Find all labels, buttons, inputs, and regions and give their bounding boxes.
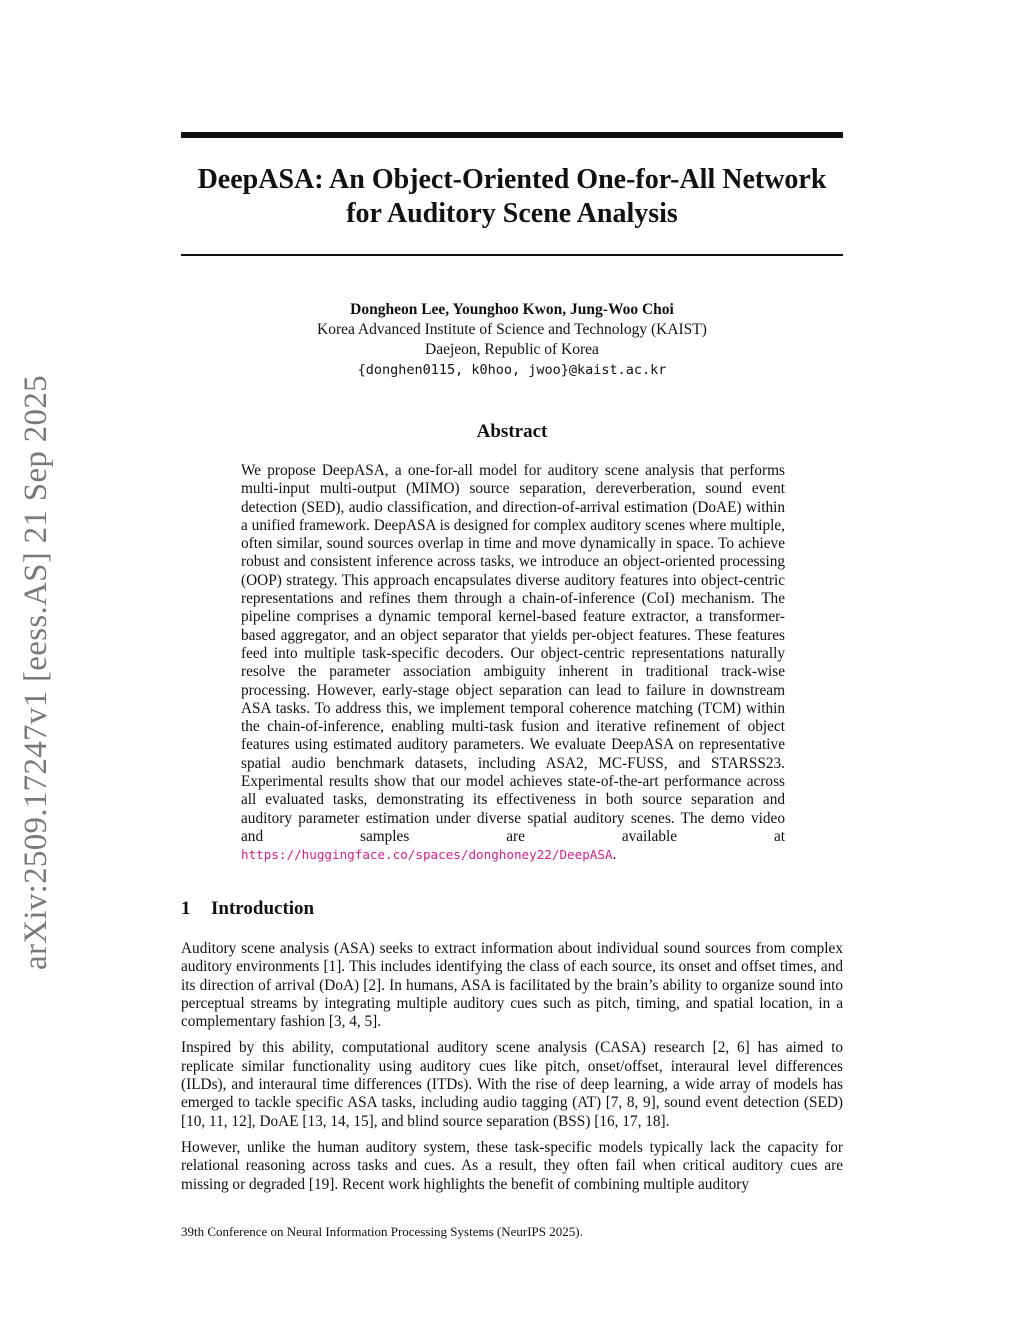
introduction-body <box>181 940 843 1202</box>
abstract-body <box>241 462 785 865</box>
intro-paragraph-1: Auditory scene analysis (ASA) seeks to extract information about individual sound sources from complex auditory environments [1]. This includes identifying the class of each source, its onset and offset times, and its direction of arrival (DoA) [2]. In humans, ASA is facilitated by the brain’s ability to organize sound into perceptual streams by integrating multiple auditory cues such as pitch, timing, and spatial location, in a complementary fashion [3, 4, 5]. <box>181 940 843 1031</box>
paper-title <box>181 163 843 231</box>
intro-paragraph-3: However, unlike the human auditory system, these task-specific models typically lack the capacity for relational reasoning across tasks and cues. As a result, they often fail when critical auditory cues are missing or degraded [19]. Recent work highlights the benefit of combining multiple auditory <box>181 1138 843 1193</box>
author-block <box>181 300 843 380</box>
title-line-1: DeepASA: An Object-Oriented One-for-All Network <box>197 164 827 195</box>
conference-footer: 39th Conference on Neural Information Processing Systems (NeurIPS 2025). <box>181 1224 583 1239</box>
demo-url-link[interactable]: https://huggingface.co/spaces/donghoney22/DeepASA <box>241 847 613 863</box>
title-bottom-rule <box>181 254 843 256</box>
section-title: Introduction <box>211 898 315 919</box>
title-top-rule <box>181 132 843 138</box>
section-number: 1 <box>181 898 191 919</box>
author-emails: {donghen0115, k0hoo, jwoo}@kaist.ac.kr <box>357 362 667 378</box>
abstract-end: . <box>612 846 617 864</box>
abstract-heading: Abstract <box>476 421 548 442</box>
author-affiliation: Korea Advanced Institute of Science and Technology (KAIST) <box>317 321 707 338</box>
author-names: Dongheon Lee, Younghoo Kwon, Jung-Woo Choi <box>350 301 674 318</box>
arxiv-identifier: arXiv:2509.17247v1 [eess.AS] 21 Sep 2025 <box>18 375 54 970</box>
author-location: Daejeon, Republic of Korea <box>425 341 599 358</box>
intro-paragraph-2: Inspired by this ability, computational auditory scene analysis (CASA) research [2, 6] has aimed to replicate similar functionality using auditory cues like pitch, onset/offset, interaural level differences (ILDs), and interaural time differences (ITDs). With the rise of deep learning, a wide array of models has emerged to tackle specific ASA tasks, including audio tagging (AT) [7, 8, 9], sound event detection (SED) [10, 11, 12], DoAE [13, 14, 15], and blind source separation (BSS) [16, 17, 18]. <box>181 1039 843 1130</box>
section-heading-introduction <box>181 898 314 920</box>
abstract-text: We propose DeepASA, a one-for-all model for auditory scene analysis that performs multi-input multi-output (MIMO) source separation, dereverberation, sound event detection (SED), audio classification, and direction-of-arrival estimation (DoAE) within a unified framework. DeepASA is designed for complex auditory scenes where multiple, often similar, sound sources overlap in time and move dynamically in space. To achieve robust and consistent inference across tasks, we introduce an object-oriented processing (OOP) strategy. This approach encapsulates diverse auditory features into object-centric representations and refines them through a chain-of-inference (CoI) mechanism. The pipeline comprises a dynamic temporal kernel-based feature extractor, a transformer-based aggregator, and an object separator that yields per-object features. These features feed into multiple task-specific decoders. Our object-centric representations naturally resolve the parameter association ambiguity inherent in traditional track-wise processing. However, early-stage object separation can lead to failure in downstream ASA tasks. To address this, we implement temporal coherence matching (TCM) within the chain-of-inference, enabling multi-task fusion and iterative refinement of object features using estimated auditory parameters. We evaluate DeepASA on representative spatial audio benchmark datasets, including ASA2, MC-FUSS, and STARSS23. Experimental results show that our model achieves state-of-the-art performance across all evaluated tasks, demonstrating its effectiveness in both source separation and auditory parameter estimation under diverse spatial auditory scenes. The demo video and samples are available at <box>241 462 785 845</box>
title-line-2: for Auditory Scene Analysis <box>346 198 678 229</box>
